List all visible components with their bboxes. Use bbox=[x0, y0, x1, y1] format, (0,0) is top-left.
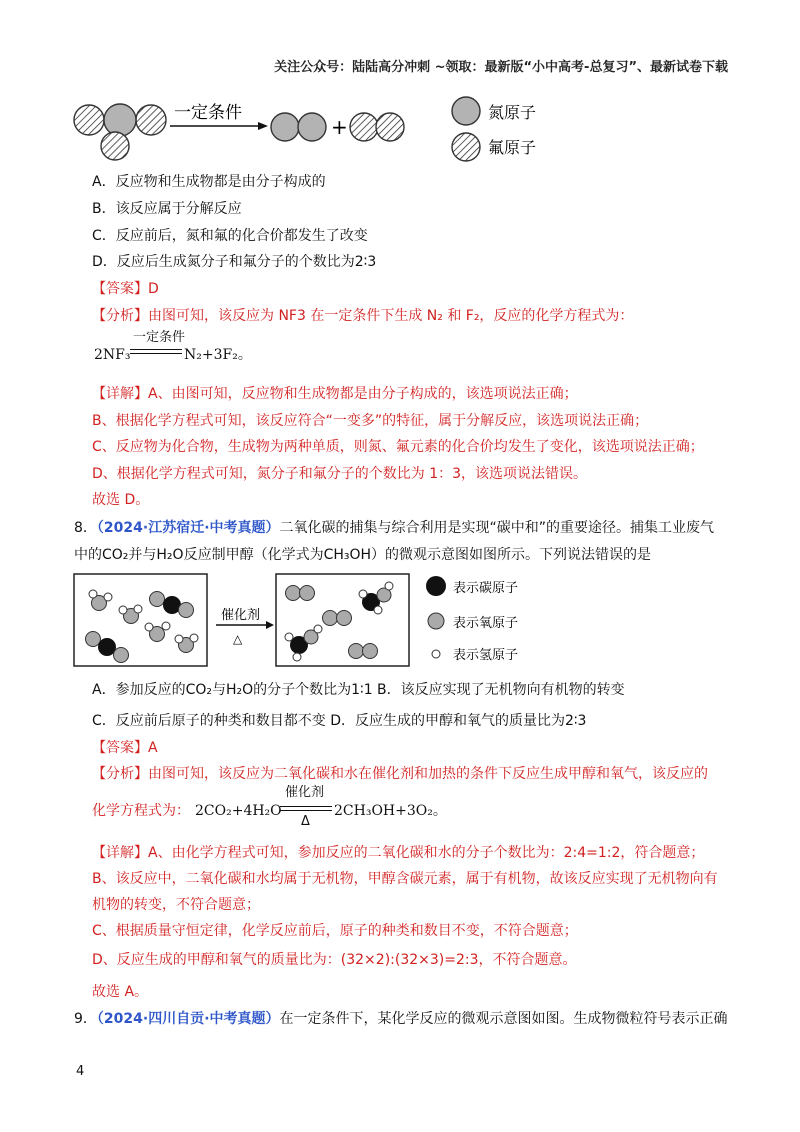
plus-sign: + bbox=[331, 115, 348, 139]
q8-stem-line2: 中的CO₂并与H₂O反应制甲醇（化学式为CH₃OH）的微观示意图如图所示。下列说法错误的是 bbox=[74, 547, 652, 563]
q8-detail-c: C、根据质量守恒定律，化学反应前后，原子的种类和数目不变，不符合题意； bbox=[92, 923, 578, 939]
q7-detail-b: B、根据化学方程式可知，该反应符合“一变多”的特征，属于分解反应，该选项说法正确； bbox=[92, 413, 649, 429]
q8-number: 8． bbox=[74, 520, 97, 536]
legend-oxygen-label: 表示氧原子 bbox=[453, 616, 519, 631]
methanol-reaction-figure bbox=[73, 573, 673, 673]
q8-source: （2024·江苏宿迁·中考真题） bbox=[96, 520, 280, 536]
f-atom bbox=[350, 113, 378, 141]
q9-stem-text: 在一定条件下，某化学反应的微观示意图如图。生成物微粒符号表示正确 bbox=[279, 1011, 728, 1027]
q7-analysis: 【分析】由图可知，该反应为 NF3 在一定条件下生成 N₂ 和 F₂，反应的化学方程式为： bbox=[92, 308, 634, 324]
q7-option-c: C．反应前后，氮和氟的化合价都发生了改变 bbox=[92, 228, 368, 244]
q7-answer: 【答案】D bbox=[92, 281, 159, 297]
o2-molecule bbox=[286, 586, 315, 601]
o2-molecule bbox=[349, 644, 378, 659]
q8-options-cd: C．反应前后原子的种类和数目都不变 D．反应生成的甲醇和氧气的质量比为2∶3 bbox=[92, 713, 587, 729]
q7-detail-a: 【详解】A、由图可知，反应物和生成物都是由分子构成的，该选项说法正确； bbox=[92, 386, 578, 402]
legend-hydrogen-atom bbox=[432, 650, 440, 658]
q8-stem1: 二氧化碳的捕集与综合利用是实现“碳中和”的重要途径。捕集工业废气 bbox=[279, 520, 715, 536]
legend-oxygen-atom bbox=[428, 613, 444, 629]
heat-label: △ bbox=[233, 632, 243, 646]
q8-eq-left: 2CO₂+4H₂O bbox=[195, 803, 282, 819]
co2-molecule bbox=[86, 632, 129, 663]
methanol-molecule bbox=[285, 625, 322, 661]
q8-eq-condition-bottom: Δ bbox=[301, 814, 310, 829]
q8-eq-right: 2CH₃OH+3O₂。 bbox=[334, 803, 447, 819]
q8-detail-d: D、反应生成的甲醇和氧气的质量比为：(32×2):(32×3)=2:3，不符合题意。 bbox=[92, 952, 577, 968]
f-atom bbox=[376, 113, 404, 141]
q8-answer: 【答案】A bbox=[92, 740, 158, 756]
methanol-molecule bbox=[359, 582, 393, 614]
legend-carbon-label: 表示碳原子 bbox=[453, 581, 519, 596]
f-atom bbox=[136, 105, 166, 135]
q8-eq-arrow bbox=[280, 806, 332, 811]
condition-label: 一定条件 bbox=[174, 103, 242, 123]
q9-source: （2024·四川自贡·中考真题） bbox=[96, 1011, 280, 1027]
q7-eq-arrow bbox=[130, 349, 182, 354]
q8-conclusion: 故选 A。 bbox=[92, 984, 149, 1000]
q8-stem-line1 bbox=[74, 518, 714, 538]
nf3-reaction-figure bbox=[70, 96, 580, 166]
h2o-molecule bbox=[119, 605, 142, 624]
h2o-molecule bbox=[145, 622, 170, 642]
n-atom bbox=[298, 113, 326, 141]
q8-detail-b2: 机物的转变，不符合题意； bbox=[92, 897, 260, 913]
legend-carbon-atom bbox=[426, 576, 446, 596]
q8-options-ab: A．参加反应的CO₂与H₂O的分子个数比为1∶1 B．该反应实现了无机物向有机物的转变 bbox=[92, 682, 625, 698]
q7-detail-c: C、反应物为化合物，生成物为两种单质，则氮、氟元素的化合价均发生了变化，该选项说法正确； bbox=[92, 439, 704, 455]
catalyst-label: 催化剂 bbox=[221, 608, 261, 623]
q8-eq-condition-top: 催化剂 bbox=[285, 785, 325, 800]
q9-stem bbox=[74, 1009, 728, 1029]
legend-f-atom bbox=[452, 133, 480, 161]
f-atom bbox=[101, 132, 129, 160]
q7-option-b: B．该反应属于分解反应 bbox=[92, 201, 242, 217]
legend-n-label: 氮原子 bbox=[488, 103, 537, 122]
legend-n-atom bbox=[452, 97, 480, 125]
page-header: 关注公众号：陆陆高分冲刺 ~领取：最新版“小中高考-总复习”、最新试卷下载 bbox=[274, 60, 728, 75]
page-number: 4 bbox=[76, 1064, 85, 1079]
q8-analysis-line2: 化学方程式为： bbox=[92, 803, 190, 819]
co2-molecule bbox=[150, 592, 194, 618]
h2o-molecule bbox=[175, 634, 198, 653]
f-atom bbox=[74, 105, 104, 135]
q7-eq-left: 2NF₃ bbox=[94, 347, 131, 363]
q7-eq-condition: 一定条件 bbox=[133, 330, 186, 345]
q7-option-d: D．反应后生成氮分子和氟分子的个数比为2∶3 bbox=[92, 254, 377, 270]
legend-f-label: 氟原子 bbox=[488, 138, 537, 157]
q7-eq-right: N₂+3F₂。 bbox=[184, 347, 252, 363]
q8-detail-a: 【详解】A、由化学方程式可知，参加反应的二氧化碳和水的分子个数比为：2:4=1:2，符合题意； bbox=[92, 845, 705, 861]
q7-conclusion: 故选 D。 bbox=[92, 492, 150, 508]
q8-detail-b1: B、该反应中，二氧化碳和水均属于无机物，甲醇含碳元素，属于有机物，故该反应实现了无机物向有 bbox=[92, 871, 718, 887]
n-atom bbox=[104, 104, 136, 136]
legend-hydrogen-label: 表示氢原子 bbox=[453, 648, 519, 663]
n-atom bbox=[271, 113, 299, 141]
q7-option-a: A．反应物和生成物都是由分子构成的 bbox=[92, 174, 326, 190]
q7-detail-d: D、根据化学方程式可知，氮分子和氟分子的个数比为 1：3，该选项说法错误。 bbox=[92, 466, 588, 482]
q8-analysis-line1: 【分析】由图可知，该反应为二氧化碳和水在催化剂和加热的条件下反应生成甲醇和氧气，该反应的 bbox=[92, 766, 708, 782]
q9-number: 9． bbox=[74, 1011, 97, 1027]
o2-molecule bbox=[323, 611, 352, 626]
h2o-molecule bbox=[89, 590, 112, 611]
